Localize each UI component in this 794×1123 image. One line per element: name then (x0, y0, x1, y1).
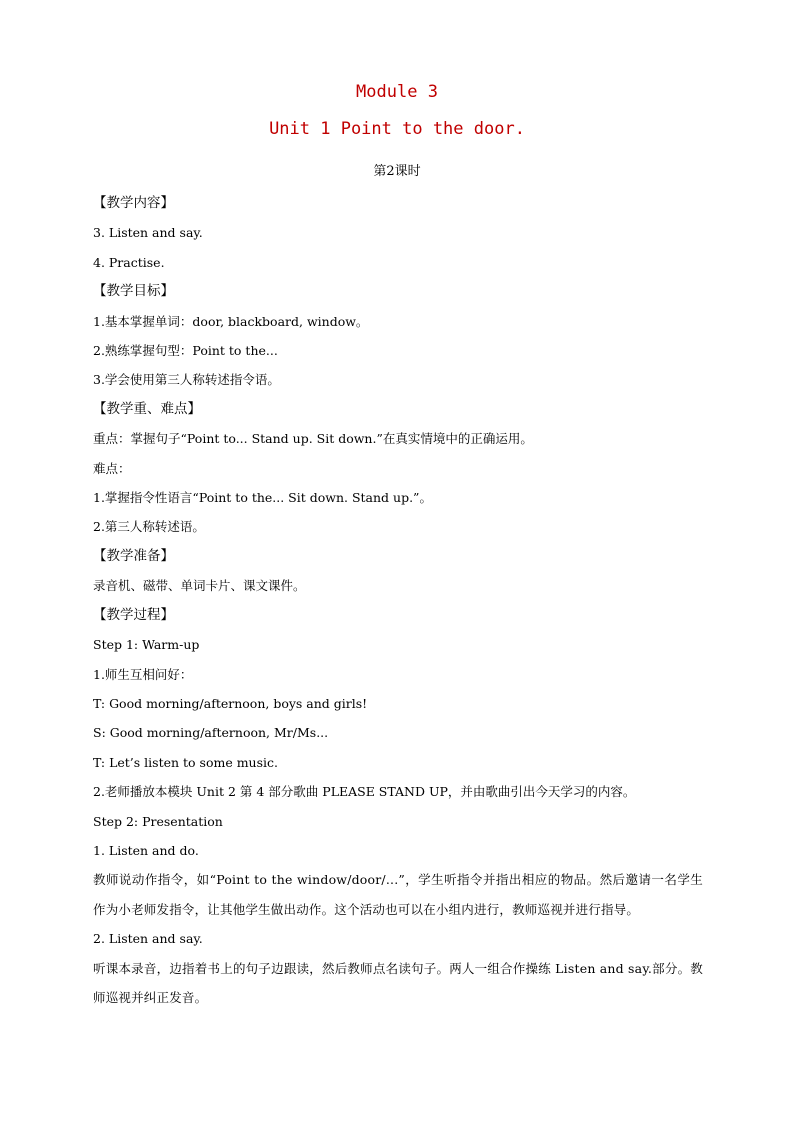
dialog-line-t1: T: Good morning/afternoon, boys and girls! (93, 695, 368, 711)
content-item-2: 4. Practise. (93, 254, 165, 270)
step-2-item-1-description: 教师说动作指令，如“Point to the window/door/...”，学生听指令并指出相应的物品。然后邀请一名学生作为小老师发指令，让其他学生做出动作。这个活动也可以在小组内进行，教师巡视并进行指导。 (93, 872, 703, 917)
content-item-1: 3. Listen and say. (93, 225, 203, 241)
step-1-title: Step 1: Warm-up (93, 637, 200, 653)
preparation-heading: 【教学准备】 (93, 547, 174, 564)
module-title: Module 3 (356, 82, 438, 102)
objective-3: 3.学会使用第三人称转述指令语。 (93, 372, 280, 388)
teaching-content-heading: 【教学内容】 (93, 195, 174, 211)
dialog-line-t2: T: Let’s listen to some music. (93, 754, 278, 770)
keypoints-heading: 【教学重、难点】 (93, 400, 201, 417)
dialog-line-s1: S: Good morning/afternoon, Mr/Ms... (93, 725, 329, 741)
objective-1: 1.基本掌握单词：door, blackboard, window。 (93, 313, 369, 329)
difficulty-label: 难点： (93, 460, 131, 476)
step-2-title: Step 2: Presentation (93, 813, 223, 829)
preparation-text: 录音机、磁带、单词卡片、课文课件。 (93, 578, 306, 594)
step-2-item-2: 2. Listen and say. (93, 931, 203, 947)
step-1-item-2: 2.老师播放本模块 Unit 2 第 4 部分歌曲 PLEASE STAND UP，并由歌曲引出今天学习的内容。 (93, 784, 636, 800)
objective-2: 2.熟练掌握句型：Point to the... (93, 343, 278, 359)
lesson-label: 第2课时 (373, 164, 421, 179)
difficulty-1: 1.掌握指令性语言“Point to the... Sit down. Stand up.”。 (93, 490, 432, 506)
document-body (93, 189, 703, 1012)
unit-title: Unit 1 Point to the door. (269, 119, 525, 139)
step-2-item-1: 1. Listen and do. (93, 842, 199, 858)
difficulty-2: 2.第三人称转述语。 (93, 519, 205, 535)
step-1-item-1: 1.师生互相问好： (93, 666, 193, 682)
process-heading: 【教学过程】 (93, 606, 174, 623)
keypoint: 重点：掌握句子“Point to... Stand up. Sit down.”在真实情境中的正确运用。 (93, 431, 533, 447)
objectives-heading: 【教学目标】 (93, 283, 174, 300)
step-2-item-2-description: 听课本录音，边指着书上的句子边跟读，然后教师点名读句子。两人一组合作操练 Listen and say.部分。教师巡视并纠正发音。 (93, 960, 703, 1005)
